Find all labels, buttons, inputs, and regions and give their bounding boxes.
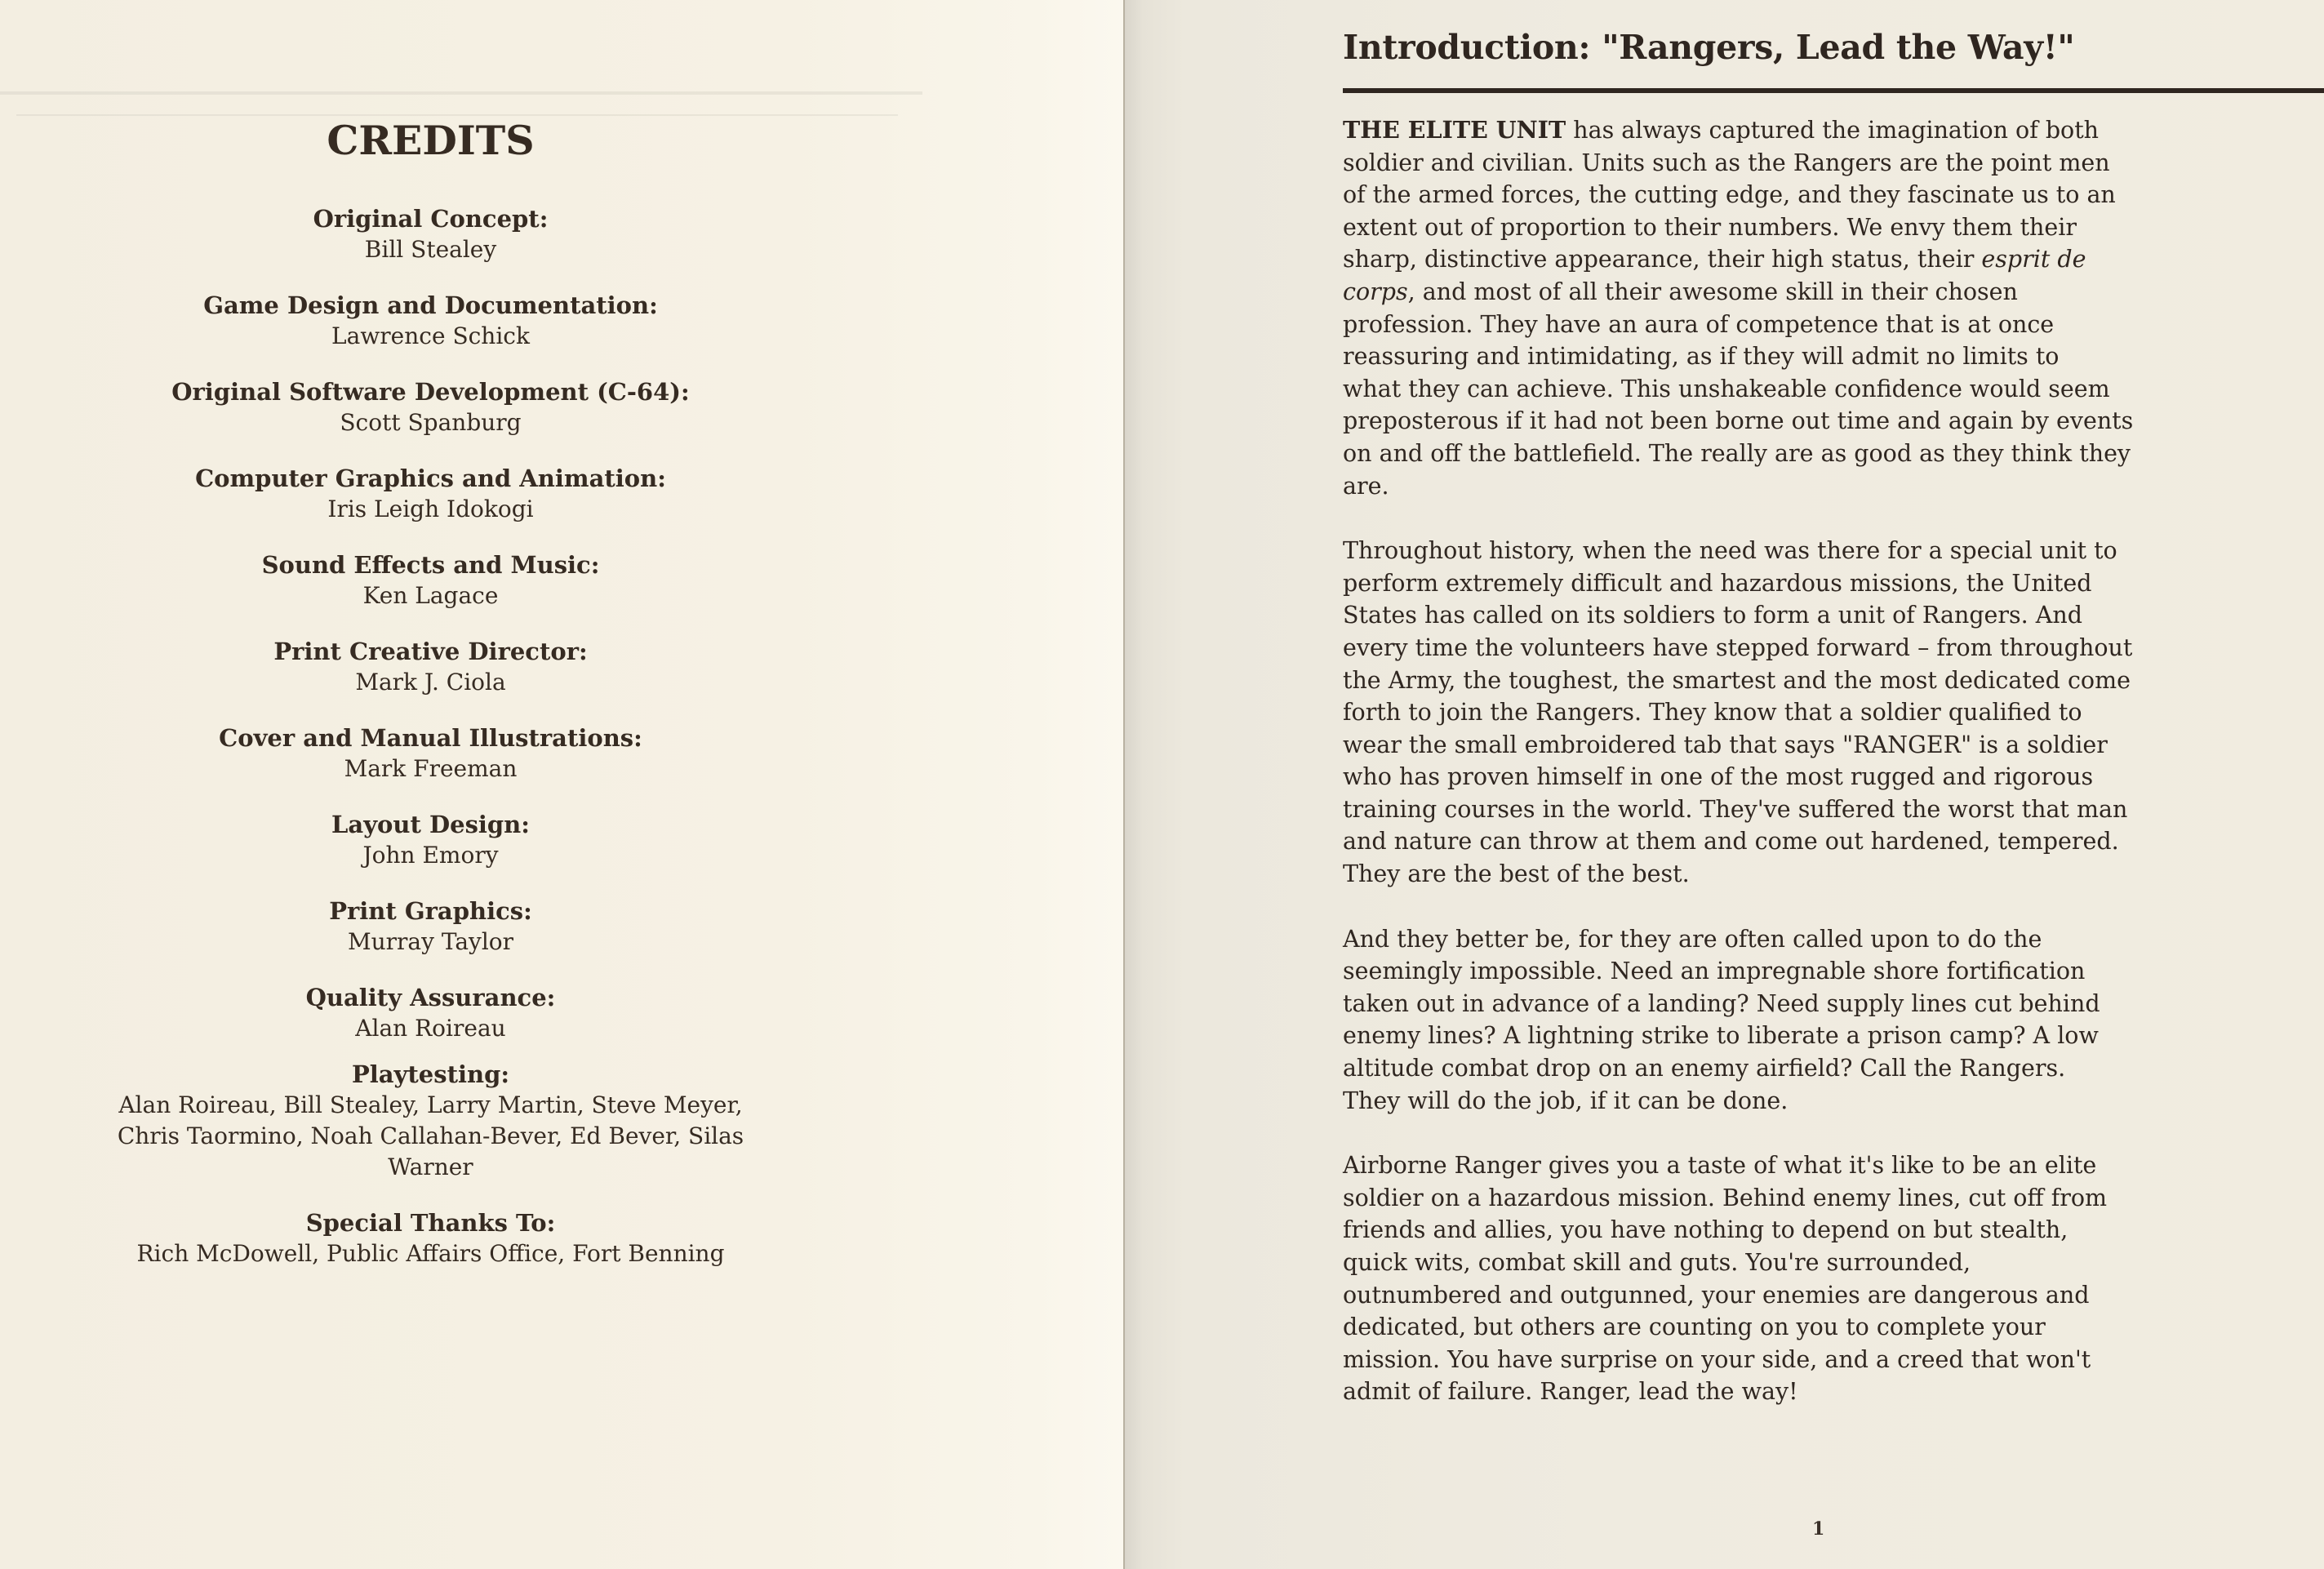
paragraph-3	[1343, 923, 2302, 1118]
text-line: dedicated, but others are counting on you to complete your	[1343, 1313, 2046, 1341]
text-line: States has called on its soldiers to form a unit of Rangers. And	[1343, 602, 2082, 629]
credit-name: Bill Stealey	[364, 236, 497, 263]
introduction-body	[1343, 114, 2302, 1441]
credit-graphics-animation	[73, 463, 788, 525]
credit-name: Murray Taylor	[347, 928, 514, 955]
credit-sound-music	[73, 549, 788, 611]
text-line: every time the volunteers have stepped forward – from throughout	[1343, 633, 2133, 661]
text-line: And they better be, for they are often called upon to do the	[1343, 925, 2042, 953]
left-page	[0, 0, 1125, 1569]
credit-role: Print Creative Director:	[273, 638, 588, 665]
credit-role: Quality Assurance:	[305, 984, 556, 1011]
text-line: soldier on a hazardous mission. Behind enemy lines, cut off from	[1343, 1184, 2108, 1211]
text-line: the Army, the toughest, the smartest and the most dedicated come	[1343, 666, 2131, 694]
text-line: admit of failure. Ranger, lead the way!	[1343, 1378, 1798, 1406]
paragraph-1	[1343, 114, 2302, 502]
text-line: They will do the job, if it can be done.	[1343, 1087, 1789, 1114]
introduction-header	[1343, 28, 2306, 67]
text-line	[1343, 114, 2302, 147]
text-line: extent out of proportion to their numbers. We envy them their	[1343, 213, 2077, 241]
text-line: They are the best of the best.	[1343, 860, 1690, 888]
credit-name: Ken Lagace	[362, 582, 499, 609]
credit-playtesting	[73, 1059, 788, 1183]
text-line	[1343, 276, 2302, 309]
credit-name: Mark Freeman	[344, 755, 518, 782]
credit-game-design	[73, 290, 788, 352]
credit-role: Computer Graphics and Animation:	[195, 464, 666, 492]
credit-name: Mark J. Ciola	[355, 669, 506, 696]
paragraph-2	[1343, 535, 2302, 891]
introduction-title: Introduction: "Rangers, Lead the Way!"	[1343, 28, 2075, 67]
credit-role: Game Design and Documentation:	[203, 291, 658, 319]
text-line: seemingly impossible. Need an impregnable shore fortification	[1343, 958, 2086, 985]
text-fragment: has always captured the imagination of both	[1566, 117, 2100, 144]
show-through-rule	[0, 91, 922, 95]
credit-name: Chris Taormino, Noah Callahan-Bever, Ed Bever, Silas Warner	[117, 1122, 744, 1180]
credit-name: Alan Roireau	[355, 1015, 506, 1042]
text-line: on and off the battlefield. The really are as good as they think they	[1343, 439, 2131, 467]
credit-name: John Emory	[362, 842, 499, 869]
text-line: enemy lines? A lightning strike to liberate a prison camp? A low	[1343, 1022, 2099, 1050]
text-line: forth to join the Rangers. They know that a soldier qualified to	[1343, 699, 2082, 727]
credit-role: Sound Effects and Music:	[261, 551, 600, 579]
title-rule	[1343, 88, 2324, 93]
text-line: and nature can throw at them and come out hardened, tempered.	[1343, 828, 2119, 856]
credit-print-graphics	[73, 896, 788, 958]
text-line: of the armed forces, the cutting edge, and they fascinate us to an	[1343, 181, 2116, 209]
credit-role: Print Graphics:	[329, 897, 532, 925]
text-line: outnumbered and outgunned, your enemies are dangerous and	[1343, 1281, 2090, 1309]
credit-software-development	[73, 376, 788, 438]
credit-print-creative-director	[73, 636, 788, 698]
text-line	[1343, 243, 2302, 276]
text-line: taken out in advance of a landing? Need supply lines cut behind	[1343, 989, 2100, 1017]
credit-special-thanks	[73, 1207, 788, 1269]
credit-name: Rich McDowell, Public Affairs Office, Fort Benning	[136, 1240, 725, 1267]
credit-role: Special Thanks To:	[305, 1209, 556, 1237]
credit-illustrations	[73, 722, 788, 784]
credit-role: Layout Design:	[331, 811, 530, 838]
text-line: friends and allies, you have nothing to depend on but stealth,	[1343, 1216, 2068, 1244]
text-line: reassuring and intimidating, as if they will admit no limits to	[1343, 343, 2060, 371]
text-fragment: sharp, distinctive appearance, their high status, their	[1343, 246, 1982, 273]
text-line: training courses in the world. They've suffered the worst that man	[1343, 795, 2128, 823]
text-line: Throughout history, when the need was there for a special unit to	[1343, 537, 2117, 565]
paragraph-4	[1343, 1149, 2302, 1408]
credit-role: Original Concept:	[313, 205, 549, 233]
credit-name: Alan Roireau, Bill Stealey, Larry Martin, Steve Meyer,	[118, 1091, 743, 1118]
text-line: quick wits, combat skill and guts. You're surrounded,	[1343, 1249, 1971, 1276]
text-line: Airborne Ranger gives you a taste of what it's like to be an elite	[1343, 1152, 2097, 1180]
text-line: soldier and civilian. Units such as the Rangers are the point men	[1343, 149, 2110, 176]
text-line: what they can achieve. This unshakeable confidence would seem	[1343, 375, 2110, 402]
credit-name: Iris Leigh Idokogi	[327, 496, 534, 522]
text-line: are.	[1343, 472, 1389, 500]
text-line: mission. You have surprise on your side, and a creed that won't	[1343, 1345, 2091, 1373]
page-number: 1	[1812, 1518, 1825, 1540]
lead-in: THE ELITE UNIT	[1343, 116, 1566, 144]
text-line: preposterous if it had not been borne out time and again by events	[1343, 407, 2134, 435]
credit-name: Lawrence Schick	[331, 322, 530, 349]
credit-name: Scott Spanburg	[340, 409, 522, 436]
text-line: wear the small embroidered tab that says "RANGER" is a soldier	[1343, 731, 2108, 758]
text-line: profession. They have an aura of competence that is at once	[1343, 310, 2055, 338]
show-through-rule	[16, 114, 898, 116]
credit-role: Cover and Manual Illustrations:	[219, 724, 642, 752]
credits-title: CREDITS	[327, 117, 535, 164]
text-fragment: , and most of all their awesome skill in their chosen	[1407, 278, 2018, 305]
italic-phrase: esprit de	[1981, 246, 2086, 273]
credits-section	[73, 117, 788, 1294]
text-line: altitude combat drop on an enemy airfield? Call the Rangers.	[1343, 1055, 2066, 1082]
credit-role: Playtesting:	[351, 1060, 510, 1088]
text-line: who has proven himself in one of the most rugged and rigorous	[1343, 763, 2094, 791]
credit-original-concept	[73, 203, 788, 265]
credit-role: Original Software Development (C-64):	[171, 378, 690, 406]
credit-quality-assurance	[73, 982, 788, 1044]
text-line: perform extremely difficult and hazardous missions, the United	[1343, 569, 2092, 597]
credit-layout-design	[73, 809, 788, 871]
italic-phrase: corps	[1343, 278, 1408, 305]
